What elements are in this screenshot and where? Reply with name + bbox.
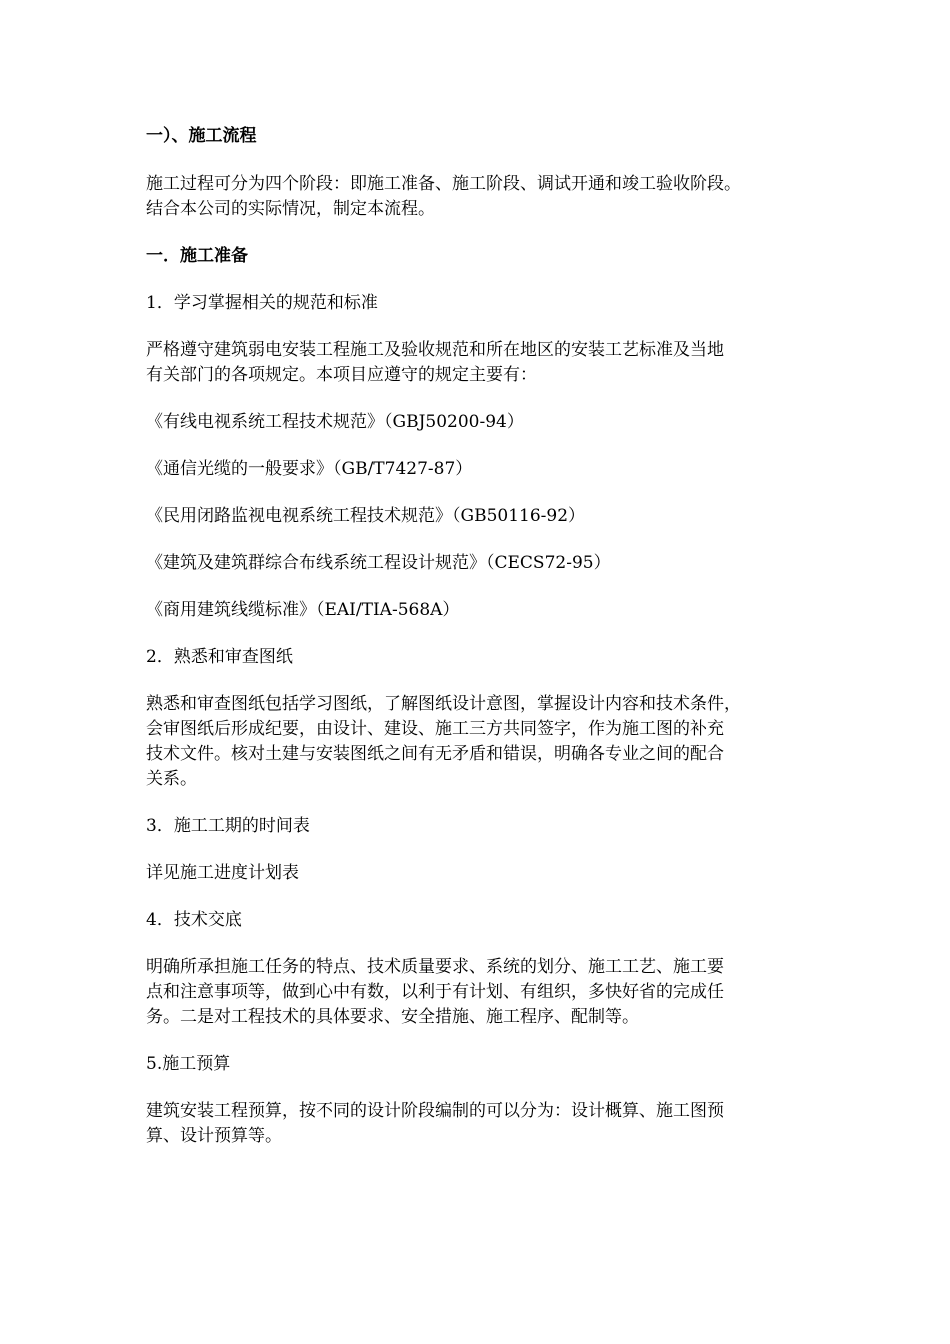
item1-paragraph	[146, 338, 816, 388]
item1-line: 严格遵守建筑弱电安装工程施工及验收规范和所在地区的安装工艺标准及当地	[146, 340, 724, 360]
item2-title: 2．熟悉和审查图纸	[146, 647, 293, 667]
document-body	[146, 124, 816, 1171]
item5-line: 算、设计预算等。	[146, 1126, 282, 1146]
standard-item: 《商用建筑线缆标准》（EAI/TIA-568A）	[146, 600, 460, 620]
item1-line: 有关部门的各项规定。本项目应遵守的规定主要有：	[146, 365, 537, 385]
item4-line: 务。二是对工程技术的具体要求、安全措施、施工程序、配制等。	[146, 1007, 639, 1027]
item2-paragraph	[146, 692, 816, 792]
item4-title: 4．技术交底	[146, 910, 242, 930]
intro-line: 施工过程可分为四个阶段：即施工准备、施工阶段、调试开通和竣工验收阶段。	[146, 174, 741, 194]
item4-line: 点和注意事项等，做到心中有数，以利于有计划、有组织，多快好省的完成任	[146, 982, 724, 1002]
item3-title: 3．施工工期的时间表	[146, 816, 310, 836]
standard-item: 《通信光缆的一般要求》（GB/T7427-87）	[146, 459, 473, 479]
item5-line: 建筑安装工程预算，按不同的设计阶段编制的可以分为：设计概算、施工图预	[146, 1101, 724, 1121]
item2-line: 关系。	[146, 769, 197, 789]
item5-paragraph	[146, 1099, 816, 1149]
standard-item: 《民用闭路监视电视系统工程技术规范》（GB50116-92）	[146, 506, 586, 526]
item2-line: 熟悉和审查图纸包括学习图纸，了解图纸设计意图，掌握设计内容和技术条件，	[146, 694, 741, 714]
item1-title: 1．学习掌握相关的规范和标准	[146, 293, 378, 313]
item4-paragraph	[146, 955, 816, 1030]
intro-line: 结合本公司的实际情况，制定本流程。	[146, 199, 435, 219]
section-title: 一）、施工流程	[146, 126, 257, 146]
item2-line: 技术文件。核对土建与安装图纸之间有无矛盾和错误，明确各专业之间的配合	[146, 744, 724, 764]
standard-item: 《有线电视系统工程技术规范》（GBJ50200-94）	[146, 412, 524, 432]
item2-line: 会审图纸后形成纪要，由设计、建设、施工三方共同签字，作为施工图的补充	[146, 719, 724, 739]
item3-body: 详见施工进度计划表	[146, 863, 299, 883]
standard-item: 《建筑及建筑群综合布线系统工程设计规范》（CECS72-95）	[146, 553, 611, 573]
item5-title: 5.施工预算	[146, 1054, 231, 1074]
intro-paragraph	[146, 172, 816, 222]
part1-title: 一．施工准备	[146, 246, 248, 266]
item4-line: 明确所承担施工任务的特点、技术质量要求、系统的划分、施工工艺、施工要	[146, 957, 724, 977]
